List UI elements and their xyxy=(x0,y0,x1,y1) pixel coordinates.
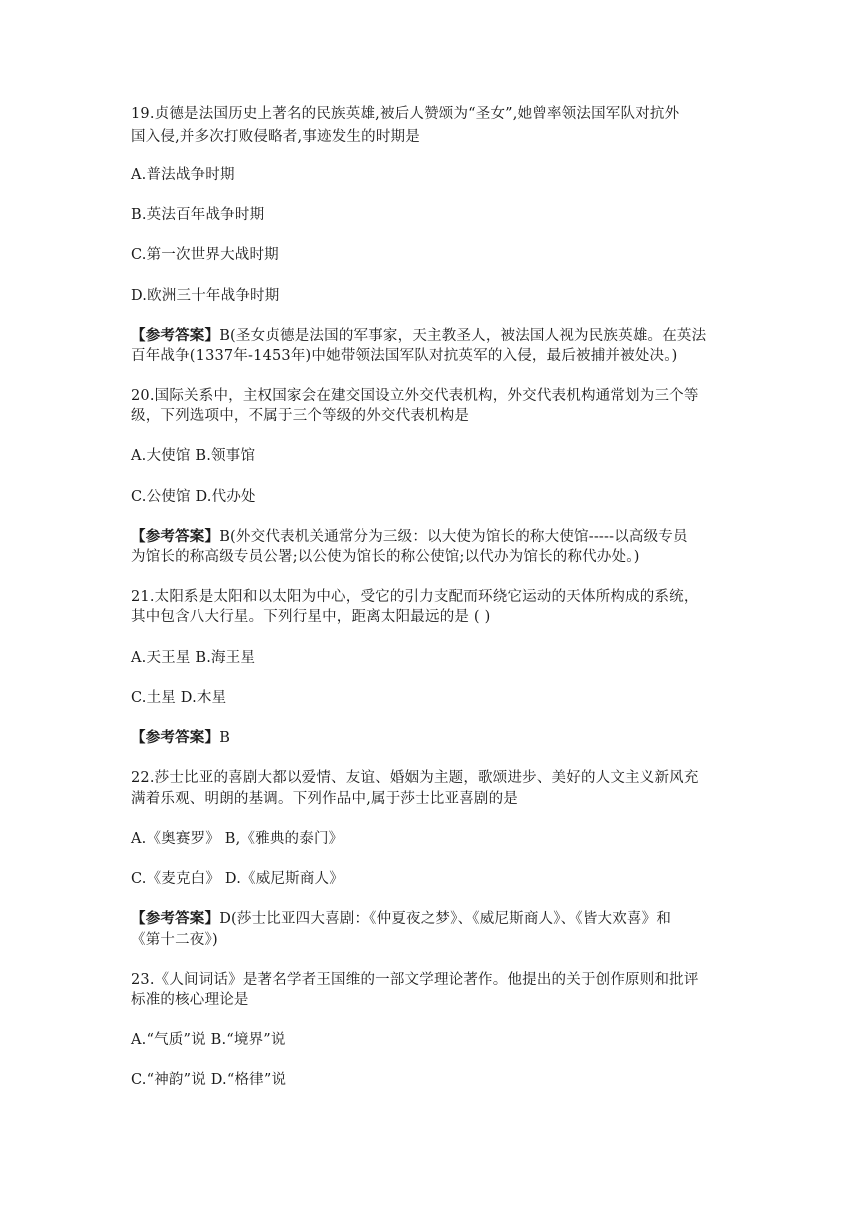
q22-answer-line2: 《第十二夜》) xyxy=(131,932,218,948)
q21-answer-line1 xyxy=(131,728,741,748)
q22-option-ab: A.《奥赛罗》 B,《雅典的泰门》 xyxy=(131,831,344,847)
q19-option-b: B.英法百年战争时期 xyxy=(131,207,265,223)
q20-option-cd: C.公使馆 D.代办处 xyxy=(131,489,256,505)
q19-option-c: C.第一次世界大战时期 xyxy=(131,247,279,263)
q22-stem-line1: 22.莎士比亚的喜剧大都以爱情、友谊、婚姻为主题，歌颂进步、美好的人文主义新风充 xyxy=(131,770,699,786)
q22-answer-text: D(莎士比亚四大喜剧：《仲夏夜之梦》、《威尼斯商人》、《皆大欢喜》和 xyxy=(219,911,672,927)
q21-stem-line2: 其中包含八大行星。下列行星中，距离太阳最远的是 ( ) xyxy=(131,609,491,625)
q19-stem-line1: 19.贞德是法国历史上著名的民族英雄,被后人赞颂为“圣女”,她曾率领法国军队对抗外 xyxy=(131,106,680,122)
q19-answer-text: B(圣女贞德是法国的军事家，天主教圣人，被法国人视为民族英雄。在英法 xyxy=(219,328,707,344)
q19-option-a: A.普法战争时期 xyxy=(131,167,235,183)
q23-option-cd: C.“神韵”说 D.“格律”说 xyxy=(131,1072,287,1088)
q20-option-ab: A.大使馆 B.领事馆 xyxy=(131,448,256,464)
q23-option-ab: A.“气质”说 B.“境界”说 xyxy=(131,1032,286,1048)
q19-stem-line2: 国入侵,并多次打败侵略者,事迹发生的时期是 xyxy=(131,129,420,145)
q21-answer-text: B xyxy=(219,730,231,746)
q21-option-ab: A.天王星 B.海王星 xyxy=(131,650,256,666)
q20-answer-line2: 为馆长的称高级专员公署;以公使为馆长的称公使馆;以代办为馆长的称代办处。) xyxy=(131,549,640,565)
q19-answer-line2: 百年战争(1337年-1453年)中她带领法国军队对抗英军的入侵，最后被捕并被处决。) xyxy=(131,348,678,364)
q21-answer-label: 【参考答案】 xyxy=(131,729,220,746)
q20-stem-line2: 级，下列选项中，不属于三个等级的外交代表机构是 xyxy=(131,408,470,424)
q20-answer-label: 【参考答案】 xyxy=(131,528,220,545)
q22-answer-label: 【参考答案】 xyxy=(131,910,220,927)
q22-option-cd: C.《麦克白》 D.《威尼斯商人》 xyxy=(131,871,344,887)
q23-stem-line1: 23.《人间词话》是著名学者王国维的一部文学理论著作。他提出的关于创作原则和批评 xyxy=(131,972,699,988)
q21-option-cd: C.土星 D.木星 xyxy=(131,690,227,706)
q19-answer-label: 【参考答案】 xyxy=(131,327,220,344)
q23-stem-line2: 标准的核心理论是 xyxy=(131,992,249,1008)
q20-answer-line1 xyxy=(131,527,741,547)
q20-stem-line1: 20.国际关系中，主权国家会在建交国设立外交代表机构，外交代表机构通常划为三个等 xyxy=(131,388,699,404)
q22-answer-line1 xyxy=(131,909,741,929)
q21-stem-line1: 21.太阳系是太阳和以太阳为中心，受它的引力支配而环绕它运动的天体所构成的系统， xyxy=(131,589,699,605)
q19-answer-line1 xyxy=(131,326,741,346)
q22-stem-line2: 满着乐观、明朗的基调。下列作品中,属于莎士比亚喜剧的是 xyxy=(131,791,519,807)
q20-answer-text: B(外交代表机关通常分为三级：以大使为馆长的称大使馆-----以高级专员 xyxy=(219,529,688,545)
q19-option-d: D.欧洲三十年战争时期 xyxy=(131,288,280,304)
